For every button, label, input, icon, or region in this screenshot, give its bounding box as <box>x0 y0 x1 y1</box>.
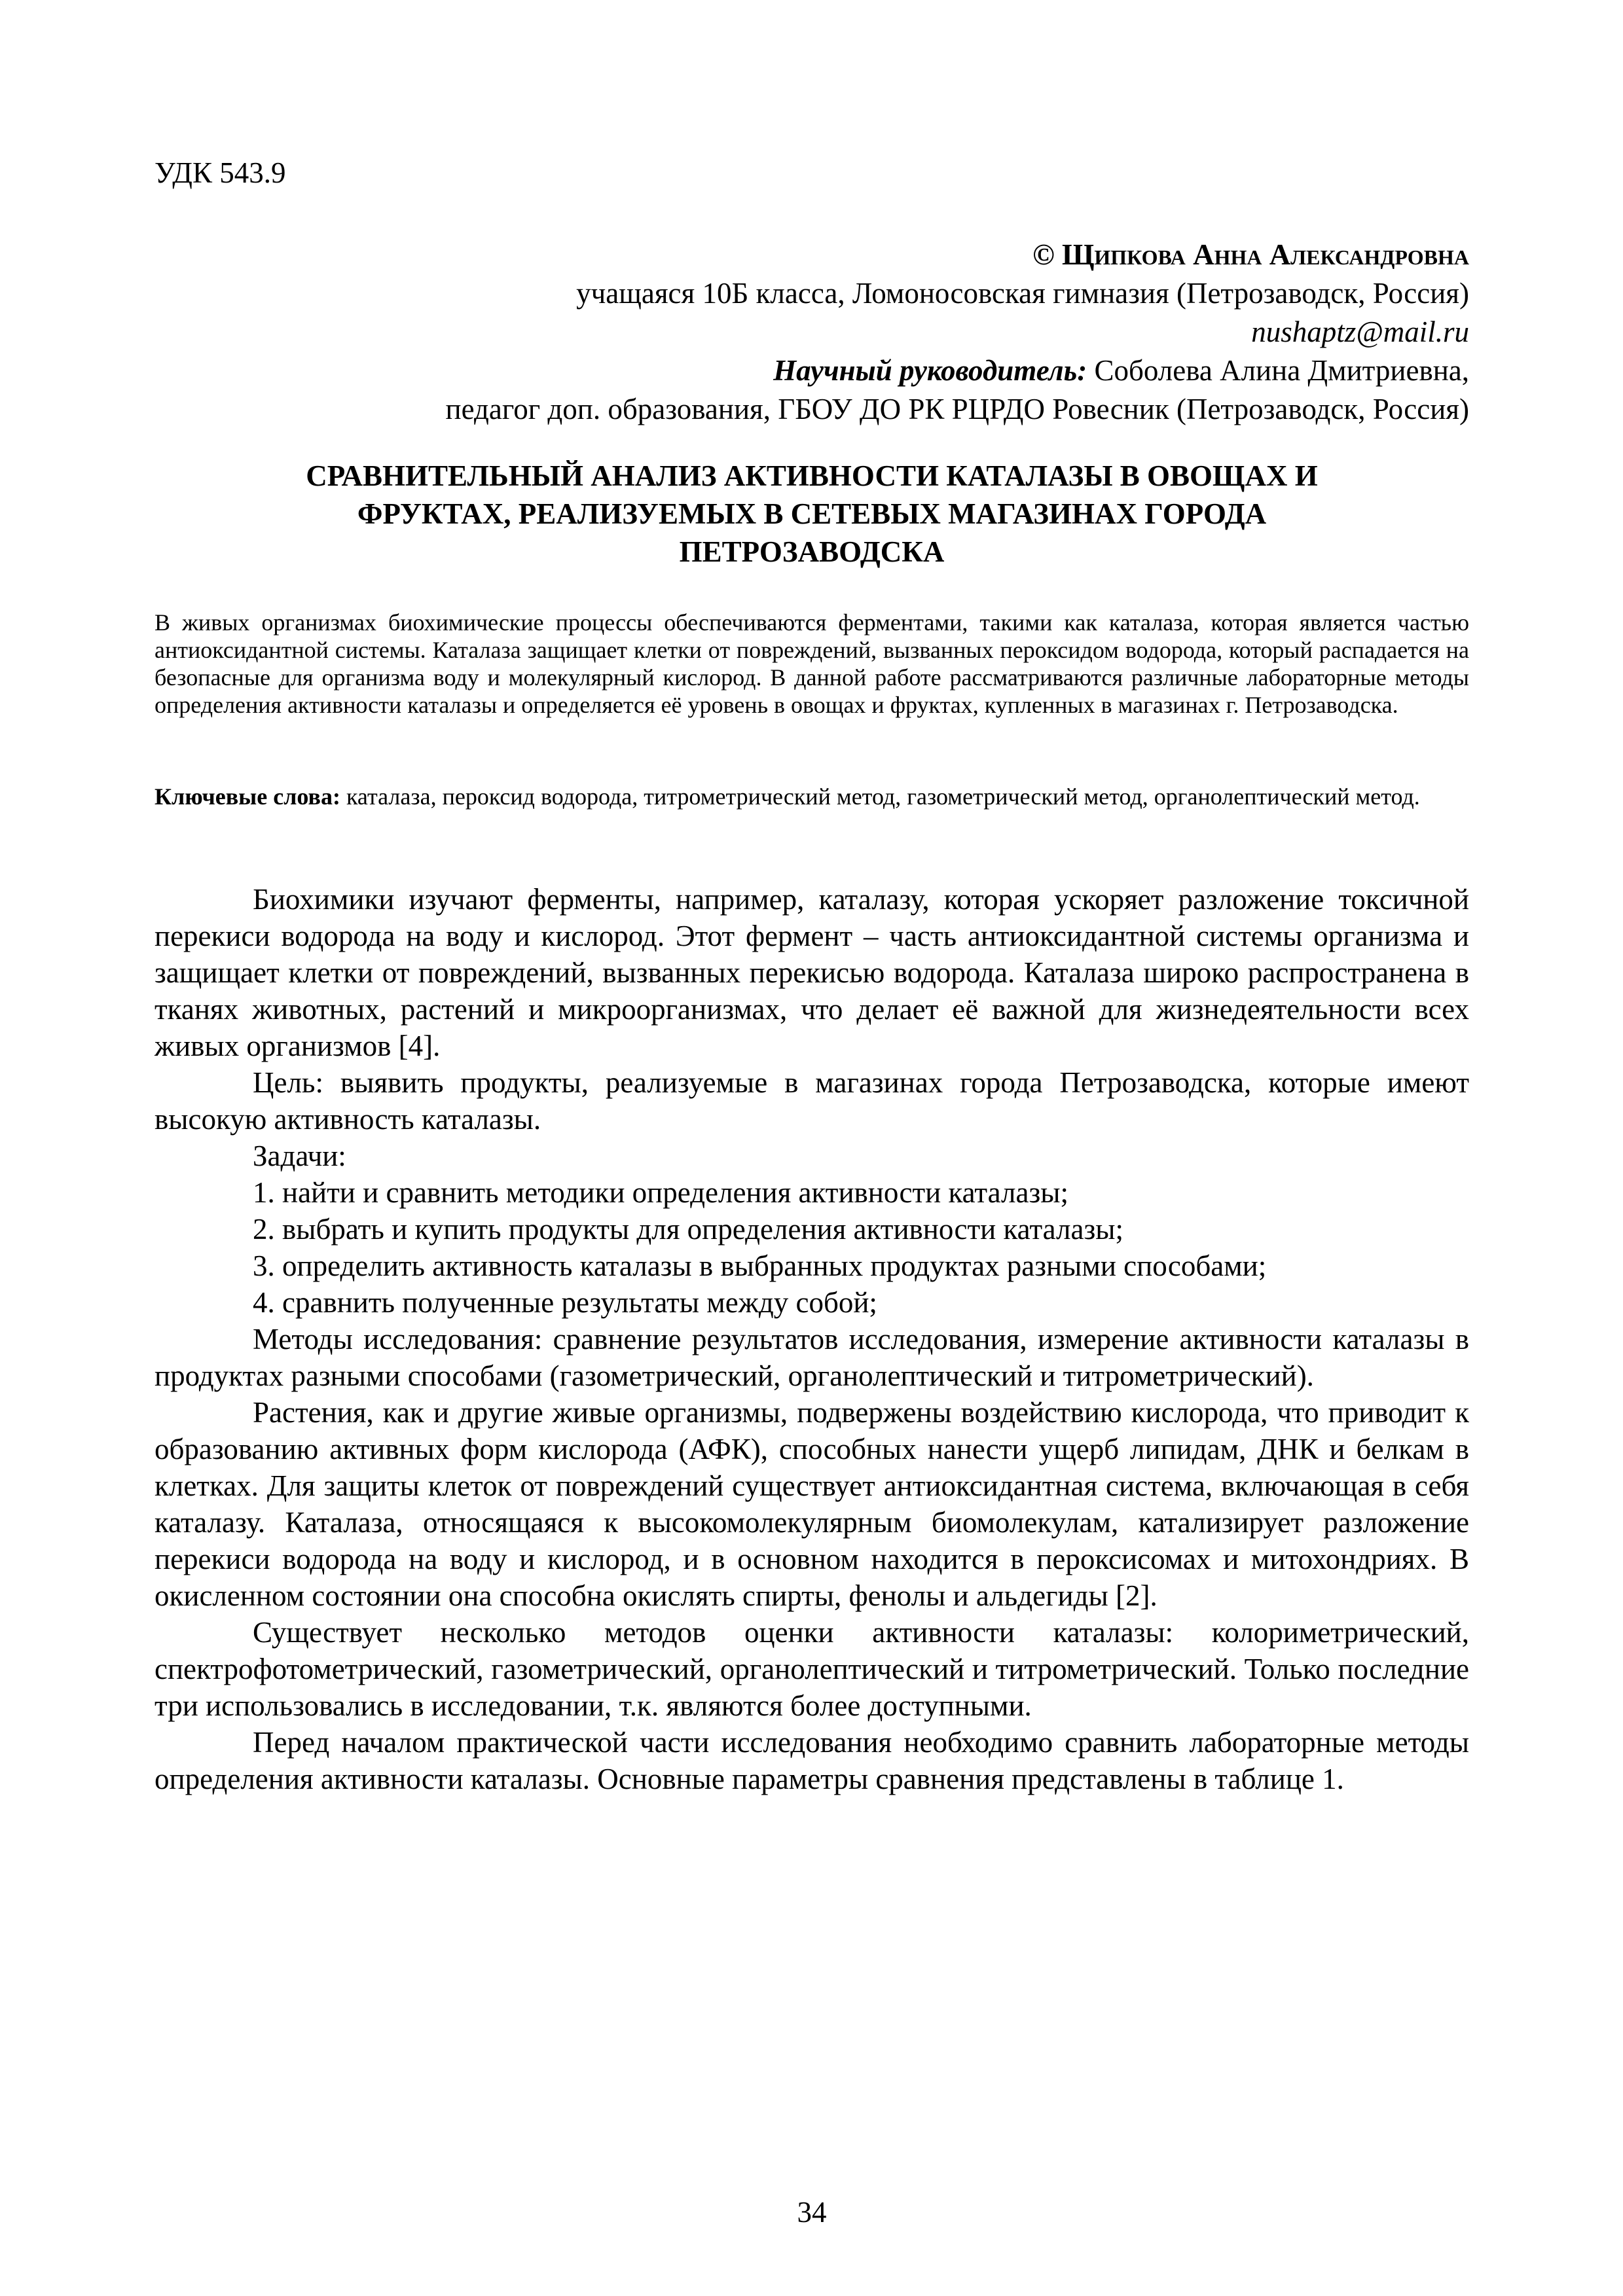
supervisor-label: Научный руководитель: <box>773 354 1087 387</box>
supervisor-affiliation: педагог доп. образования, ГБОУ ДО РК РЦРДО Ровесник (Петрозаводск, Россия) <box>445 393 1469 425</box>
body-paragraph-intro: Биохимики изучают ферменты, например, каталазу, которая ускоряет разложение токсичной перекиси водорода на воду и кислород. Этот фермент – часть антиоксидантной системы организма и защищает клетки от повреждений, вызванных перекисью водорода. Каталаза широко распространена в тканях животных, растений и микроорганизмах, что делает её важной для жизнедеятельности всех живых организмов [4]. <box>155 883 1469 1062</box>
body-paragraph-assessment-methods: Существует несколько методов оценки активности каталазы: колориметрический, спектрофотометрический, газометрический, органолептический и титрометрический. Только последние три использовались в исследовании, т.к. являются более доступными. <box>155 1616 1469 1722</box>
supervisor-line <box>155 351 1469 390</box>
keywords-text: каталаза, пероксид водорода, титрометрический метод, газометрический метод, органолептический метод. <box>340 783 1420 810</box>
body-paragraph-comparison: Перед началом практической части исследования необходимо сравнить лабораторные методы определения активности каталазы. Основные параметры сравнения представлены в таблице 1. <box>155 1726 1469 1795</box>
task-item-4: 4. сравнить полученные результаты между собой; <box>253 1286 877 1319</box>
abstract: В живых организмах биохимические процессы обеспечиваются ферментами, такими как каталаза, которая является частью антиоксидантной системы. Каталаза защищает клетки от повреждений, вызванных пероксидом водорода, который распадается на безопасные для организма воду и молекулярный кислород. В данной работе рассматриваются различные лабораторные методы определения активности каталазы и определяется её уровень в овощах и фруктах, купленных в магазинах г. Петрозаводска. <box>155 609 1469 718</box>
keywords <box>155 783 1469 810</box>
task-item-3: 3. определить активность каталазы в выбранных продуктах разными способами; <box>253 1249 1267 1282</box>
body-paragraph-tasks-heading: Задачи: <box>253 1139 346 1172</box>
author-affiliation: учащаяся 10Б класса, Ломоносовская гимназия (Петрозаводск, Россия) <box>576 277 1469 310</box>
body-paragraph-goal: Цель: выявить продукты, реализуемые в магазинах города Петрозаводска, которые имеют высокую активность каталазы. <box>155 1066 1469 1136</box>
task-item-1: 1. найти и сравнить методики определения активности каталазы; <box>253 1176 1068 1209</box>
udk-code: УДК 543.9 <box>155 156 286 189</box>
body-paragraph-methods: Методы исследования: сравнение результатов исследования, измерение активности каталазы в продуктах разными способами (газометрический, органолептический и титрометрический). <box>155 1323 1469 1392</box>
page-number: 34 <box>797 2196 827 2229</box>
title-line-2: ФРУКТАХ, РЕАЛИЗУЕМЫХ В СЕТЕВЫХ МАГАЗИНАХ ГОРОДА <box>357 497 1267 530</box>
keywords-label: Ключевые слова: <box>155 783 340 810</box>
body-paragraph-plants: Растения, как и другие живые организмы, подвержены воздействию кислорода, что приводит к образованию активных форм кислорода (АФК), способных нанести ущерб липидам, ДНК и белкам в клетках. Для защиты клеток от повреждений существует антиоксидантная система, включающая в себя каталазу. Каталаза, относящаяся к высокомолекулярным биомолекулам, катализирует разложение перекиси водорода на воду и кислород, и в основном находится в пероксисомах и митохондриях. В окисленном состоянии она способна окислять спирты, фенолы и альдегиды [2]. <box>155 1396 1469 1612</box>
title-line-1: СРАВНИТЕЛЬНЫЙ АНАЛИЗ АКТИВНОСТИ КАТАЛАЗЫ В ОВОЩАХ И <box>306 459 1318 492</box>
author-email[interactable]: nushaptz@mail.ru <box>1251 315 1469 348</box>
task-item-2: 2. выбрать и купить продукты для определения активности каталазы; <box>253 1213 1123 1246</box>
supervisor-name: Соболева Алина Дмитриевна, <box>1087 354 1469 387</box>
article-body <box>155 881 1469 1797</box>
article-title <box>155 457 1469 571</box>
title-line-3: ПЕТРОЗАВОДСКА <box>679 535 945 568</box>
author-block <box>155 236 1469 429</box>
author-name: © Щипкова Анна Александровна <box>1032 238 1469 271</box>
